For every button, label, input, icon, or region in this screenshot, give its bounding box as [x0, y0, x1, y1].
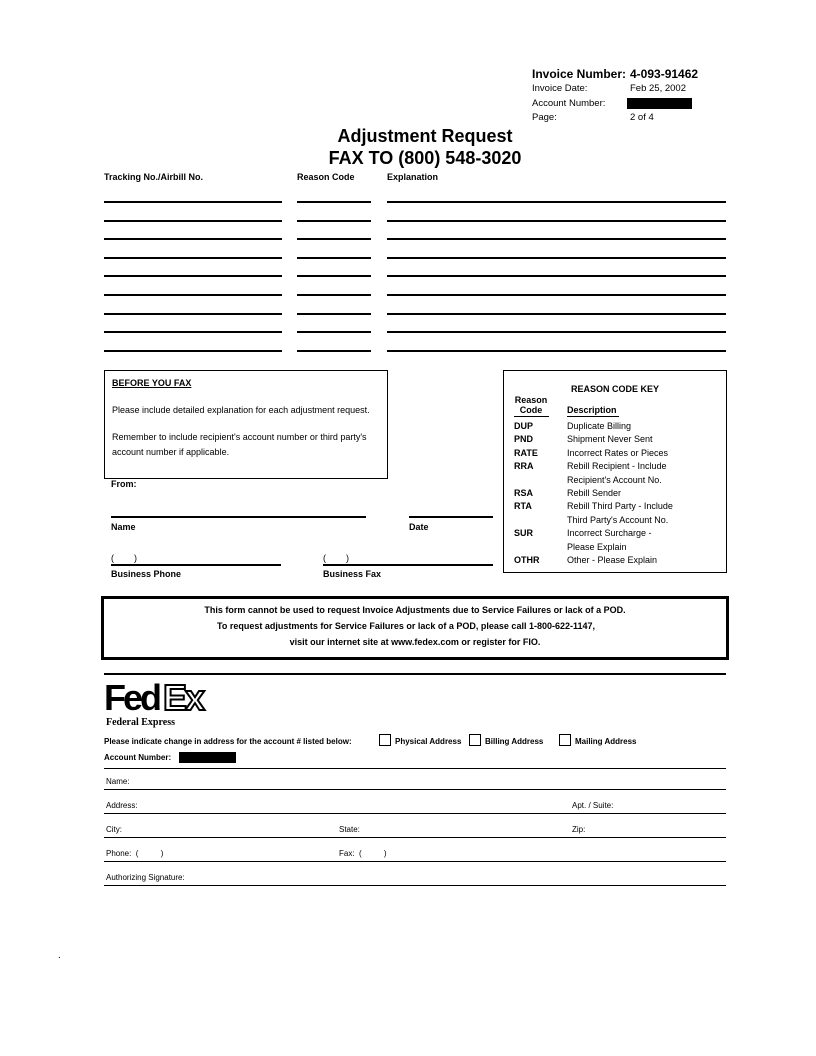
notice-line-3: visit our internet site at www.fedex.com or register for FIO.	[289, 637, 541, 647]
address-field-line[interactable]	[104, 813, 726, 814]
tracking-entry-line[interactable]	[104, 220, 282, 222]
business-phone-line[interactable]	[111, 564, 281, 566]
tracking-entry-line[interactable]	[104, 257, 282, 259]
address-account-number-label: Account Number:	[104, 753, 172, 762]
name-line[interactable]	[111, 516, 366, 518]
reason-code: RSA	[514, 488, 534, 498]
reason-description: Shipment Never Sent	[567, 434, 653, 445]
fax-number-title: FAX TO (800) 548-3020	[328, 148, 522, 168]
tracking-column-header: Tracking No./Airbill No.	[104, 172, 204, 182]
reason-code: PND	[514, 434, 534, 445]
reason-description-cont: Recipient's Account No.	[567, 474, 662, 485]
code-column-label: Code	[519, 405, 543, 415]
description-column-label: Description	[567, 405, 617, 415]
form-top-rule	[104, 768, 726, 769]
tracking-entry-line[interactable]	[104, 201, 282, 203]
notice-line-2: To request adjustments for Service Failures or lack of a POD, please call 1-800-622-1147,	[217, 621, 595, 631]
page-number: 2 of 4	[630, 112, 654, 123]
reason-entry-line[interactable]	[297, 257, 371, 259]
tracking-entry-line[interactable]	[104, 275, 282, 277]
reason-description: Rebill Sender	[567, 488, 622, 498]
tracking-entry-line[interactable]	[104, 313, 282, 315]
reason-column-label: Reason	[514, 395, 548, 405]
reason-entry-line[interactable]	[297, 313, 371, 315]
explanation-entry-line[interactable]	[387, 220, 726, 222]
reason-entry-line[interactable]	[297, 350, 371, 352]
tracking-entry-line[interactable]	[104, 238, 282, 240]
phone-field-line[interactable]	[104, 861, 726, 862]
notice-line-1: This form cannot be used to request Invoice Adjustments due to Service Failures or lack of a POD.	[204, 605, 626, 615]
mailing-address-checkbox[interactable]	[559, 734, 571, 746]
fedex-logo	[104, 677, 224, 732]
invoice-number: 4-093-91462	[630, 67, 699, 81]
reason-entry-line[interactable]	[297, 294, 371, 296]
code-column-underline	[514, 416, 549, 417]
physical-address-label: Physical Address	[395, 737, 462, 746]
name-field-line[interactable]	[104, 789, 726, 790]
date-line[interactable]	[409, 516, 493, 518]
explanation-entry-line[interactable]	[387, 201, 726, 203]
signature-field-label: Authorizing Signature:	[106, 873, 185, 882]
reason-code-key-heading: REASON CODE KEY	[570, 384, 659, 394]
state-field-label: State:	[339, 825, 360, 834]
reason-code: OTHR	[514, 555, 540, 565]
before-fax-reminder: Remember to include recipient's account number or third party's	[112, 432, 367, 442]
explanation-entry-line[interactable]	[387, 331, 726, 333]
reason-entry-line[interactable]	[297, 275, 371, 277]
name-field-label: Name:	[106, 777, 130, 786]
federal-express-text: Federal Express	[106, 717, 175, 728]
from-label: From:	[111, 479, 137, 489]
billing-address-checkbox[interactable]	[469, 734, 481, 746]
explanation-entry-line[interactable]	[387, 313, 726, 315]
reason-description: Duplicate Billing	[567, 421, 632, 431]
before-you-fax-heading: BEFORE YOU FAX	[112, 378, 192, 388]
fedex-logo-ex: Ex	[163, 677, 204, 718]
physical-address-checkbox[interactable]	[379, 734, 391, 746]
fedex-logo-fed: Fed	[104, 677, 160, 718]
before-fax-reminder-cont: account number if applicable.	[112, 447, 230, 457]
page-label: Page:	[532, 112, 557, 123]
address-field-label: Address:	[106, 801, 138, 810]
reason-description-cont: Third Party's Account No.	[567, 514, 669, 525]
redacted-account-number	[627, 98, 692, 109]
invoice-date-label: Invoice Date:	[532, 83, 588, 94]
business-fax-label: Business Fax	[323, 569, 382, 579]
date-label: Date	[409, 522, 429, 532]
city-field-line[interactable]	[104, 837, 726, 838]
fax-field-label: Fax: ( )	[339, 849, 387, 858]
business-phone-field[interactable]: ( )	[111, 553, 137, 563]
reason-code: RATE	[514, 447, 538, 458]
business-fax-line[interactable]	[323, 564, 493, 566]
page-title: Adjustment Request	[337, 126, 513, 146]
billing-address-label: Billing Address	[485, 737, 544, 746]
reason-entry-line[interactable]	[297, 201, 371, 203]
tracking-entry-line[interactable]	[104, 294, 282, 296]
reason-entry-line[interactable]	[297, 238, 371, 240]
explanation-entry-line[interactable]	[387, 350, 726, 352]
apt-suite-field-label: Apt. / Suite:	[572, 801, 614, 810]
address-change-prompt: Please indicate change in address for the account # listed below:	[104, 737, 352, 746]
reason-entry-line[interactable]	[297, 331, 371, 333]
explanation-entry-line[interactable]	[387, 238, 726, 240]
reason-code: RRA	[514, 461, 534, 472]
reason-entry-line[interactable]	[297, 220, 371, 222]
invoice-date: Feb 25, 2002	[630, 83, 686, 94]
reason-description: Rebill Recipient - Include	[567, 461, 667, 472]
explanation-column-header: Explanation	[387, 172, 439, 182]
signature-field-line[interactable]	[104, 885, 726, 886]
business-fax-field[interactable]: ( )	[323, 553, 349, 563]
reason-code: SUR	[514, 528, 534, 539]
mailing-address-label: Mailing Address	[575, 737, 637, 746]
description-column-underline	[567, 416, 619, 417]
before-fax-instruction: Please include detailed explanation for each adjustment request.	[112, 405, 370, 415]
explanation-entry-line[interactable]	[387, 257, 726, 259]
section-divider	[104, 673, 726, 675]
city-field-label: City:	[106, 825, 122, 834]
reason-description: Incorrect Surcharge -	[567, 528, 652, 539]
zip-field-label: Zip:	[572, 825, 586, 834]
explanation-entry-line[interactable]	[387, 275, 726, 277]
tracking-entry-line[interactable]	[104, 331, 282, 333]
reason-column-header: Reason Code	[297, 172, 355, 182]
reason-description: Rebill Third Party - Include	[567, 501, 673, 512]
account-number-label: Account Number:	[532, 98, 606, 109]
reason-description: Incorrect Rates or Pieces	[567, 447, 669, 458]
redacted-address-account-number	[179, 752, 236, 763]
explanation-entry-line[interactable]	[387, 294, 726, 296]
reason-description: Other - Please Explain	[567, 555, 658, 565]
reason-code: RTA	[514, 501, 532, 512]
invoice-number-label: Invoice Number:	[532, 67, 627, 81]
reason-code: DUP	[514, 421, 534, 431]
business-phone-label: Business Phone	[111, 569, 182, 579]
tracking-entry-line[interactable]	[104, 350, 282, 352]
phone-field-label: Phone: ( )	[106, 849, 164, 858]
name-label: Name	[111, 522, 136, 532]
footer-mark: .	[58, 950, 61, 961]
reason-description-cont: Please Explain	[567, 541, 627, 552]
